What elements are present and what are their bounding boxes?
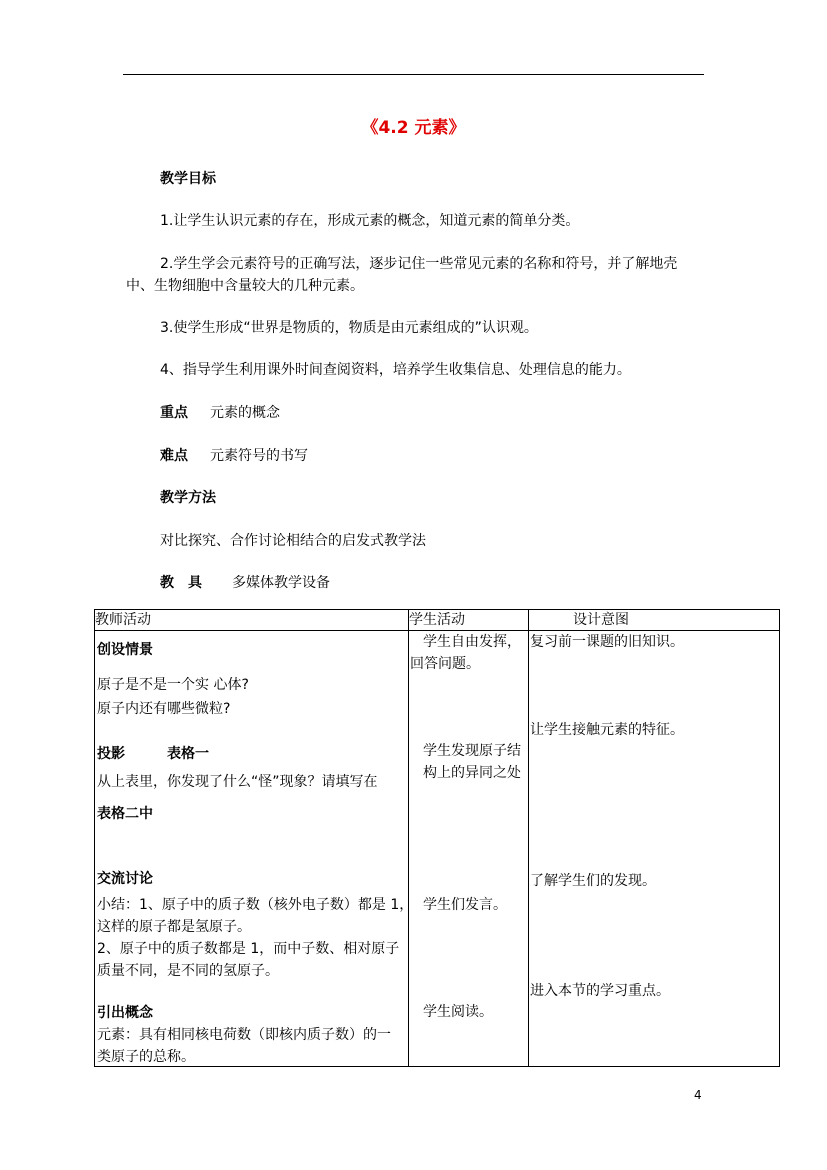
tools-label: 教 具 xyxy=(160,575,202,591)
i3-text: 了解学生们的发现。 xyxy=(530,873,656,889)
a1-line-2: 回答问题。 xyxy=(410,656,480,672)
s3-line-3: 2、原子中的质子数都是 1，而中子数、相对原子 xyxy=(97,941,400,957)
s2-line-2: 表格二中 xyxy=(97,806,153,822)
design-intent-cell xyxy=(529,631,780,1067)
s2-heading: 投影 xyxy=(97,746,125,762)
header-design-intent: 设计意图 xyxy=(529,610,780,631)
method-heading: 教学方法 xyxy=(160,490,216,506)
s3-line-4: 质量不同，是不同的氢原子。 xyxy=(97,963,279,979)
key-point-label: 重点 xyxy=(160,405,188,421)
key-point-text: 元素的概念 xyxy=(210,405,280,421)
s2-sub: 表格一 xyxy=(167,746,209,762)
table-body-row xyxy=(95,631,780,1067)
method-text: 对比探究、合作讨论相结合的启发式教学法 xyxy=(160,533,426,549)
header-student-activity: 学生活动 xyxy=(409,610,529,631)
i1-text: 复习前一课题的旧知识。 xyxy=(530,634,684,650)
difficulty-label: 难点 xyxy=(160,448,188,464)
objectives-heading: 教学目标 xyxy=(160,171,216,187)
a2-line-2: 构上的异同之处 xyxy=(423,765,521,781)
s3-heading: 交流讨论 xyxy=(97,871,153,887)
objective-4: 4、指导学生利用课外时间查阅资料，培养学生收集信息、处理信息的能力。 xyxy=(160,362,631,378)
s1-heading: 创设情景 xyxy=(97,642,153,658)
a4-text: 学生阅读。 xyxy=(423,1004,493,1020)
objective-3: 3.使学生形成“世界是物质的，物质是由元素组成的”认识观。 xyxy=(160,320,538,336)
s4-line-2: 类原子的总称。 xyxy=(97,1049,195,1065)
i4-text: 进入本节的学习重点。 xyxy=(530,983,670,999)
s1-question-2: 原子内还有哪些微粒? xyxy=(97,701,231,717)
lesson-table xyxy=(94,609,780,1067)
s3-line-1: 小结：1、原子中的质子数（核外电子数）都是 1， xyxy=(97,897,414,913)
header-teacher-activity: 教师活动 xyxy=(95,610,409,631)
objective-2: 2.学生学会元素符号的正确写法，逐步记住一些常见元素的名称和符号，并了解地壳 xyxy=(160,256,678,272)
objective-1: 1.让学生认识元素的存在，形成元素的概念，知道元素的简单分类。 xyxy=(160,213,580,229)
a1-line-1: 学生自由发挥， xyxy=(423,634,521,650)
document-title: 《4.2 元素》 xyxy=(361,118,466,138)
i2-text: 让学生接触元素的特征。 xyxy=(530,722,684,738)
difficulty-text: 元素符号的书写 xyxy=(210,448,308,464)
s1-question-1: 原子是不是一个实 心体? xyxy=(97,677,249,693)
student-activity-cell xyxy=(409,631,529,1067)
a2-line-1: 学生发现原子结 xyxy=(423,743,521,759)
tools-text: 多媒体教学设备 xyxy=(232,575,330,591)
objective-2-cont: 中、生物细胞中含量较大的几种元素。 xyxy=(126,278,364,294)
table-header-row xyxy=(95,610,780,631)
s2-line-1: 从上表里，你发现了什么“怪”现象？请填写在 xyxy=(97,774,378,790)
s4-line-1: 元素：具有相同核电荷数（即核内质子数）的一 xyxy=(97,1027,391,1043)
header-rule xyxy=(123,74,704,75)
s3-line-2: 这样的原子都是氢原子。 xyxy=(97,919,251,935)
s4-heading: 引出概念 xyxy=(97,1005,153,1021)
teacher-activity-cell xyxy=(95,631,414,1067)
a3-text: 学生们发言。 xyxy=(423,897,507,913)
page-number: 4 xyxy=(694,1088,702,1102)
